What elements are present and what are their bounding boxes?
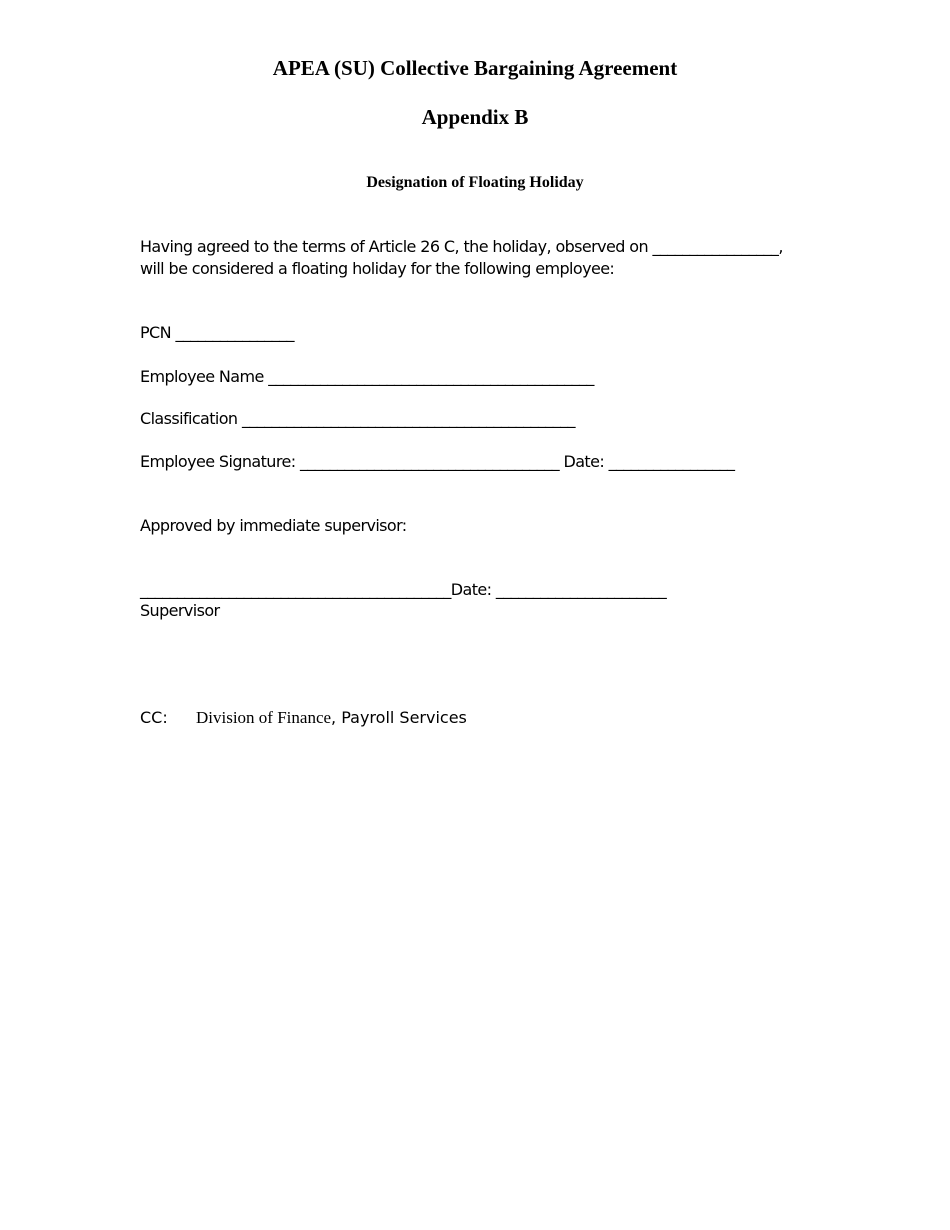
classification-field: Classification _____________________________________________ [140,409,575,428]
employee-signature-field: Employee Signature: ___________________________________ Date: _________________ [140,452,735,471]
cc-payroll: Payroll Services [336,708,467,727]
intro-line-2: will be considered a floating holiday for the following employee: [140,259,615,278]
cc-label: CC: [140,708,168,727]
intro-line-1: Having agreed to the terms of Article 26 C, the holiday, observed on _________________, [140,237,783,256]
approval-label: Approved by immediate supervisor: [140,516,407,535]
employee-name-field: Employee Name ____________________________________________ [140,367,594,386]
supervisor-signature-line: __________________________________________Date: _______________________ [140,580,667,599]
cc-division: Division of Finance [196,708,332,727]
designation-heading: Designation of Floating Holiday [366,174,584,191]
cc-line [140,707,467,730]
document-title: APEA (SU) Collective Bargaining Agreement [272,56,678,80]
supervisor-label: Supervisor [140,601,220,620]
pcn-field: PCN ________________ [140,323,294,342]
appendix-heading: Appendix B [421,105,529,129]
cc-separator: , [331,708,337,727]
